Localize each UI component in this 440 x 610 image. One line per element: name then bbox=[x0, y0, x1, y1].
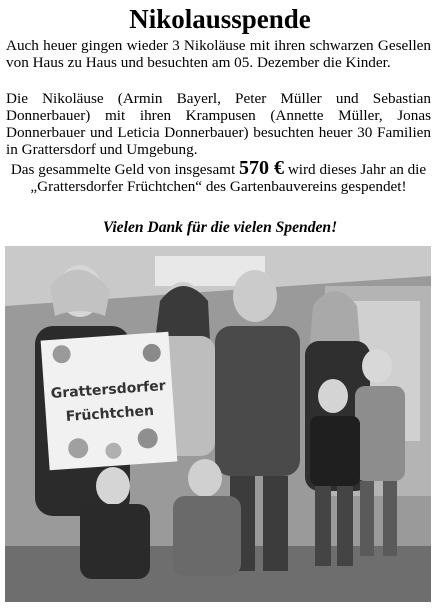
article-title: Nikolausspende bbox=[129, 4, 311, 34]
article-paragraph-2: Die Nikoläuse (Armin Bayerl, Peter Müller und Sebastian Donnerbauer) mit ihren Krampusen (Annette Müller, Jonas Donnerbauer und Leticia Donnerbauer) besuchten heuer 30 Familien in Grattersdorf und Umgebung. bbox=[6, 90, 431, 158]
poster-text-line1: Grattersdorfer bbox=[50, 378, 167, 403]
donation-recipient: „Grattersdorfer Früchtchen“ des Gartenbauvereins gespendet! bbox=[30, 178, 407, 195]
article-paragraph-1: Auch heuer gingen wieder 3 Nikoläuse mit ihren schwarzen Gesellen von Haus zu Haus und besuchten am 05. Dezember die Kinder. bbox=[6, 37, 431, 71]
donation-amount: 570 € bbox=[239, 157, 285, 179]
thanks-line: Vielen Dank für die vielen Spenden! bbox=[102, 219, 338, 236]
donation-prefix: Das gesammelte Geld von insgesamt bbox=[10, 161, 236, 178]
donation-suffix: wird dieses Jahr an die bbox=[287, 161, 427, 178]
poster-text-line2: Früchtchen bbox=[65, 402, 155, 426]
donation-paragraph bbox=[6, 157, 431, 195]
group-photo bbox=[5, 246, 431, 602]
